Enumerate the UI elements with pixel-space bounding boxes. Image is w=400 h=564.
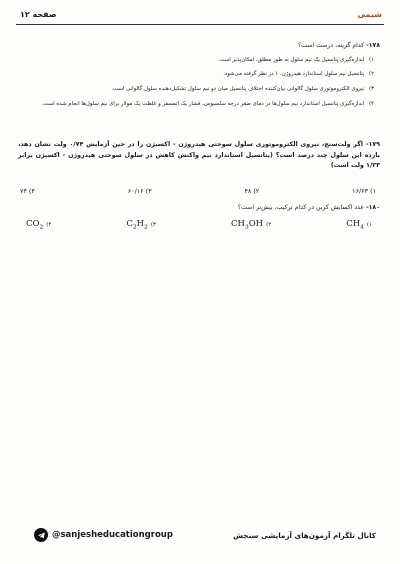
q180-number: ۱۸۰- bbox=[366, 204, 380, 211]
page-number: صفحه ۱۲ bbox=[20, 10, 57, 19]
q180-options bbox=[26, 219, 372, 231]
q178-option-1: ۱) اندازه‌گیری پتانسیل یک نیم سلول به طور مطلق، امکان‌پذیر است. bbox=[217, 57, 374, 63]
q178-option-2: ۲) پتانسیل نیم سلول استاندارد هیدروژن، ۱ در نظر گرفته می‌شود. bbox=[223, 71, 374, 77]
formula-c2h2: $C_2H_2$ bbox=[126, 219, 148, 231]
footer-handle-group bbox=[34, 528, 173, 542]
q180-option-4: $CO_2$ (۴ bbox=[26, 219, 52, 231]
q179-options bbox=[20, 187, 376, 195]
channel-title: کانال تلگرام آزمون‌های آزمایشی سنجش bbox=[233, 530, 376, 540]
q179-option-2: ۲) ۴۸ bbox=[244, 187, 260, 195]
q178-number: ۱۷۸- bbox=[366, 42, 380, 49]
q180-stem bbox=[238, 204, 380, 212]
q180-option-2: $CH_3OH$ (۲ bbox=[230, 219, 272, 231]
q178-text: کدام گزینه، درست است؟ bbox=[297, 42, 365, 49]
formula-ch3oh: $CH_3OH$ bbox=[230, 219, 264, 231]
header-divider bbox=[16, 24, 384, 25]
q180-text: عدد اکسایش کربن در کدام ترکیب، بیش‌تر است؟ bbox=[237, 204, 365, 211]
footer bbox=[34, 528, 376, 542]
subject-title: شیمی bbox=[357, 10, 382, 19]
formula-ch4: $CH_4$ bbox=[346, 219, 364, 231]
q178-stem bbox=[298, 42, 380, 50]
q180-option-3: $C_2H_2$ (۳ bbox=[126, 219, 156, 231]
q180-option-1: $CH_4$ (۱ bbox=[346, 219, 372, 231]
q179-text: اگر ولت‌سنج، نیروی الکتروموتوری سلول سوختی هیدروژن - اکسیژن را در حین آزمایش ۰/۷۴ ولت نشان دهد، بازده این سلول چند درصد است؟ (پتانسیل استاندارد نیم واکنش کاهش در سلول سوختی هیدروژن - اکسیژن برابر ۱/۲۳ ولت است) bbox=[18, 141, 380, 169]
telegram-handle-link[interactable]: @sanjesheducationgroup bbox=[52, 530, 173, 540]
q178-option-3: ۳) نیروی الکتروموتوری سلول گالوانی بیان‌کننده اختلاف پتانسیل میان دو نیم سلول تشکیل‌دهنده سلول گالوانی است. bbox=[111, 86, 374, 92]
q179-stem bbox=[18, 140, 380, 172]
q178-option-4: ۴) اندازه‌گیری پتانسیل استاندارد نیم سلول‌ها در دمای صفر درجه سلسیوس، فشار یک اتمسفر و غلظت یک مولار برای نیم سلول‌ها انجام شده است. bbox=[41, 101, 374, 107]
q179-number: ۱۷۹- bbox=[365, 141, 380, 148]
q179-option-3: ۳) ۶۰/۱۶ bbox=[127, 187, 152, 195]
telegram-icon bbox=[34, 528, 48, 542]
formula-co2: $CO_2$ bbox=[26, 219, 44, 231]
q179-option-1: ۱) ۱۶/۶۳ bbox=[352, 187, 376, 195]
q179-option-4: ۴) ۷۴ bbox=[20, 187, 35, 195]
